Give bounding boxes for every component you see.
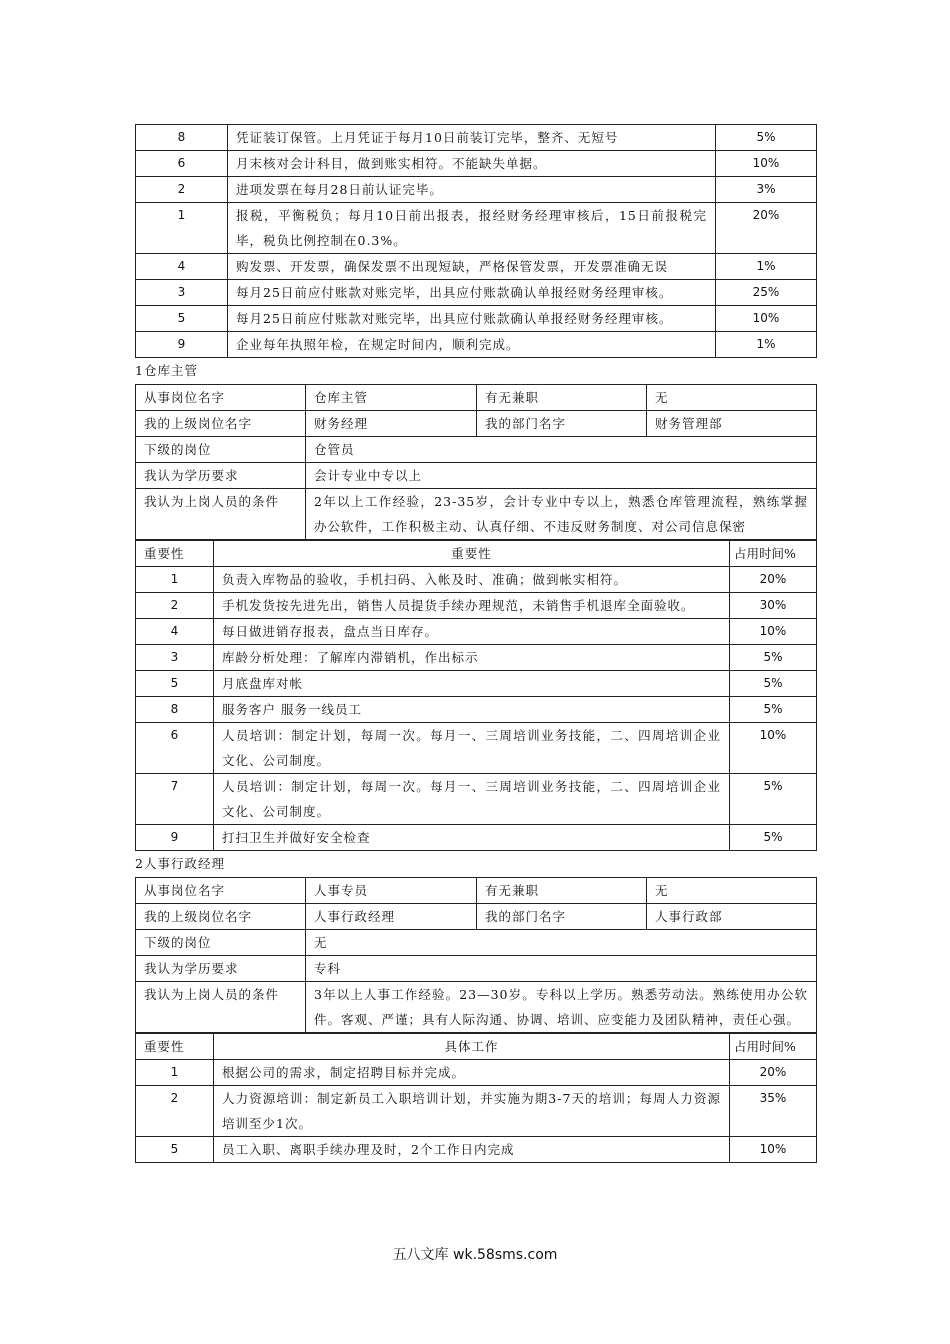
table-row — [136, 280, 817, 306]
row-description: 根据公司的需求，制定招聘目标并完成。 — [214, 1060, 730, 1086]
row-number: 9 — [136, 825, 214, 851]
table-row — [136, 151, 817, 177]
dept-value: 人事行政部 — [647, 904, 817, 930]
sub-value: 仓管员 — [306, 437, 817, 463]
row-number: 8 — [136, 697, 214, 723]
table-row — [136, 177, 817, 203]
table-row — [136, 254, 817, 280]
header-work: 重要性 — [214, 541, 730, 567]
table-row — [136, 825, 817, 851]
row-number: 9 — [136, 332, 228, 358]
row-number: 2 — [136, 593, 214, 619]
table-header-row — [136, 541, 817, 567]
header-time: 占用时间% — [730, 1034, 817, 1060]
row-description: 每月25日前应付账款对账完毕，出具应付账款确认单报经财务经理审核。 — [228, 280, 716, 306]
row-percent: 10% — [730, 619, 817, 645]
header-importance: 重要性 — [136, 1034, 214, 1060]
cond-label: 我认为上岗人员的条件 — [136, 489, 306, 540]
row-description: 人员培训：制定计划，每周一次。每月一、三周培训业务技能，二、四周培训企业文化、公司制度。 — [214, 723, 730, 774]
row-percent: 5% — [730, 774, 817, 825]
table-row — [136, 645, 817, 671]
row-number: 5 — [136, 1137, 214, 1163]
concurrent-value: 无 — [647, 385, 817, 411]
post-label: 从事岗位名字 — [136, 385, 306, 411]
row-description: 凭证装订保管。上月凭证于每月10日前装订完毕，整齐、无短号 — [228, 125, 716, 151]
section-title: 2人事行政经理 — [135, 856, 225, 871]
top-duty-table — [135, 124, 817, 358]
post-value: 人事专员 — [306, 878, 477, 904]
table-row — [136, 671, 817, 697]
row-description: 服务客户 服务一线员工 — [214, 697, 730, 723]
row-number: 6 — [136, 151, 228, 177]
dept-label: 我的部门名字 — [477, 411, 647, 437]
post-label: 从事岗位名字 — [136, 878, 306, 904]
row-percent: 10% — [730, 723, 817, 774]
dept-value: 财务管理部 — [647, 411, 817, 437]
edu-label: 我认为学历要求 — [136, 463, 306, 489]
info-row — [136, 437, 817, 463]
row-number: 5 — [136, 306, 228, 332]
row-percent: 1% — [716, 254, 817, 280]
concurrent-label: 有无兼职 — [477, 385, 647, 411]
section2-info-table — [135, 877, 817, 1033]
section-title: 1仓库主管 — [135, 363, 198, 378]
sub-label: 下级的岗位 — [136, 930, 306, 956]
table-row — [136, 567, 817, 593]
header-time: 占用时间% — [730, 541, 817, 567]
info-row — [136, 956, 817, 982]
table-row — [136, 723, 817, 774]
row-number: 3 — [136, 280, 228, 306]
table-row — [136, 1060, 817, 1086]
row-description: 手机发货按先进先出，销售人员提货手续办理规范，未销售手机退库全面验收。 — [214, 593, 730, 619]
row-percent: 1% — [716, 332, 817, 358]
row-number: 5 — [136, 671, 214, 697]
row-percent: 20% — [730, 1060, 817, 1086]
row-description: 每月25日前应付账款对账完毕，出具应付账款确认单报经财务经理审核。 — [228, 306, 716, 332]
info-row — [136, 930, 817, 956]
row-percent: 5% — [730, 697, 817, 723]
row-percent: 20% — [716, 203, 817, 254]
superior-value: 人事行政经理 — [306, 904, 477, 930]
row-percent: 30% — [730, 593, 817, 619]
table-row — [136, 125, 817, 151]
row-description: 进项发票在每月28日前认证完毕。 — [228, 177, 716, 203]
row-number: 2 — [136, 177, 228, 203]
table-row — [136, 619, 817, 645]
table-row — [136, 593, 817, 619]
post-value: 仓库主管 — [306, 385, 477, 411]
section1-duty-table — [135, 540, 817, 851]
info-row — [136, 904, 817, 930]
row-description: 员工入职、离职手续办理及时，2个工作日内完成 — [214, 1137, 730, 1163]
row-number: 6 — [136, 723, 214, 774]
table-row — [136, 1086, 817, 1137]
row-description: 负责入库物品的验收，手机扫码、入帐及时、准确；做到帐实相符。 — [214, 567, 730, 593]
row-number: 1 — [136, 567, 214, 593]
edu-value: 专科 — [306, 956, 817, 982]
sub-label: 下级的岗位 — [136, 437, 306, 463]
row-percent: 25% — [716, 280, 817, 306]
info-row — [136, 411, 817, 437]
header-work: 具体工作 — [214, 1034, 730, 1060]
row-description: 人力资源培训：制定新员工入职培训计划，并实施为期3-7天的培训；每周人力资源培训至少1次。 — [214, 1086, 730, 1137]
row-number: 4 — [136, 619, 214, 645]
row-description: 企业每年执照年检，在规定时间内，顺利完成。 — [228, 332, 716, 358]
document-page — [135, 124, 816, 1163]
row-percent: 5% — [730, 671, 817, 697]
row-description: 库龄分析处理：了解库内滞销机，作出标示 — [214, 645, 730, 671]
info-row — [136, 385, 817, 411]
row-description: 月底盘库对帐 — [214, 671, 730, 697]
cond-label: 我认为上岗人员的条件 — [136, 982, 306, 1033]
row-percent: 10% — [716, 151, 817, 177]
row-number: 7 — [136, 774, 214, 825]
row-description: 报税，平衡税负；每月10日前出报表，报经财务经理审核后，15日前报税完毕，税负比例控制在0.3%。 — [228, 203, 716, 254]
info-row — [136, 982, 817, 1033]
row-number: 8 — [136, 125, 228, 151]
concurrent-value: 无 — [647, 878, 817, 904]
row-description: 月末核对会计科目，做到账实相符。不能缺失单据。 — [228, 151, 716, 177]
table-row — [136, 306, 817, 332]
table-row — [136, 697, 817, 723]
superior-label: 我的上级岗位名字 — [136, 411, 306, 437]
row-percent: 35% — [730, 1086, 817, 1137]
info-row — [136, 489, 817, 540]
info-row — [136, 463, 817, 489]
cond-value: 2年以上工作经验，23-35岁，会计专业中专以上，熟悉仓库管理流程，熟练掌握办公软件，工作积极主动、认真仔细、不违反财务制度、对公司信息保密 — [306, 489, 817, 540]
header-importance: 重要性 — [136, 541, 214, 567]
row-number: 1 — [136, 1060, 214, 1086]
sub-value: 无 — [306, 930, 817, 956]
section1-info-table — [135, 384, 817, 540]
table-row — [136, 203, 817, 254]
row-percent: 20% — [730, 567, 817, 593]
table-row — [136, 774, 817, 825]
row-percent: 3% — [716, 177, 817, 203]
footer-watermark: 五八文库 wk.58sms.com — [392, 1247, 558, 1263]
edu-value: 会计专业中专以上 — [306, 463, 817, 489]
row-percent: 5% — [730, 825, 817, 851]
section2-duty-table — [135, 1033, 817, 1163]
row-number: 1 — [136, 203, 228, 254]
table-row — [136, 332, 817, 358]
info-row — [136, 878, 817, 904]
row-percent: 5% — [730, 645, 817, 671]
concurrent-label: 有无兼职 — [477, 878, 647, 904]
row-description: 打扫卫生并做好安全检查 — [214, 825, 730, 851]
row-percent: 10% — [716, 306, 817, 332]
edu-label: 我认为学历要求 — [136, 956, 306, 982]
row-number: 4 — [136, 254, 228, 280]
row-percent: 5% — [716, 125, 817, 151]
row-description: 每日做进销存报表，盘点当日库存。 — [214, 619, 730, 645]
row-number: 3 — [136, 645, 214, 671]
cond-value: 3年以上人事工作经验。23—30岁。专科以上学历。熟悉劳动法。熟练使用办公软件。客观、严谨；具有人际沟通、协调、培训、应变能力及团队精神，责任心强。 — [306, 982, 817, 1033]
row-number: 2 — [136, 1086, 214, 1137]
superior-value: 财务经理 — [306, 411, 477, 437]
superior-label: 我的上级岗位名字 — [136, 904, 306, 930]
dept-label: 我的部门名字 — [477, 904, 647, 930]
row-description: 购发票、开发票，确保发票不出现短缺，严格保管发票，开发票准确无误 — [228, 254, 716, 280]
table-header-row — [136, 1034, 817, 1060]
row-description: 人员培训：制定计划，每周一次。每月一、三周培训业务技能，二、四周培训企业文化、公司制度。 — [214, 774, 730, 825]
row-percent: 10% — [730, 1137, 817, 1163]
table-row — [136, 1137, 817, 1163]
